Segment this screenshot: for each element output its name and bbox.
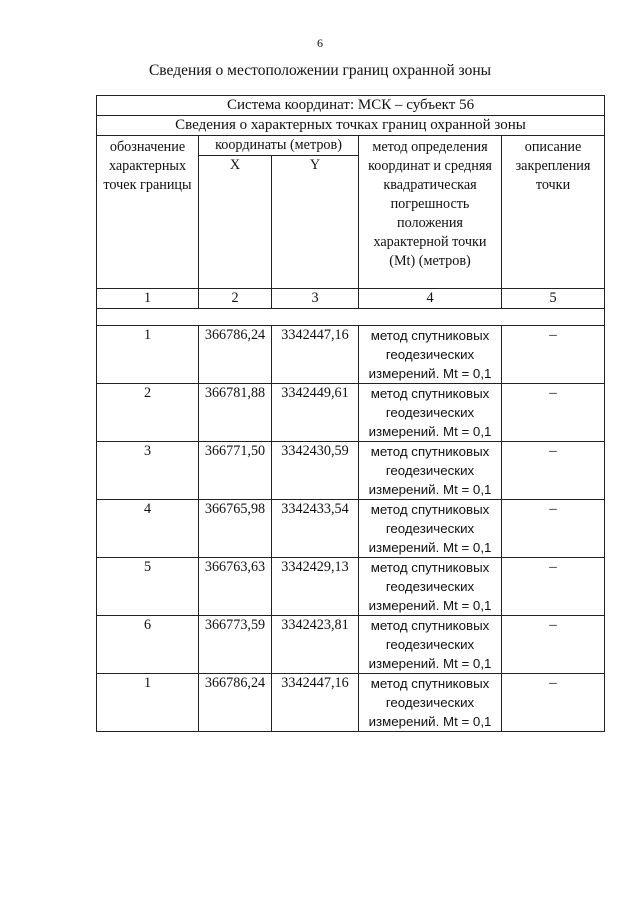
point-number-cell: 3: [97, 442, 199, 500]
column-number: 5: [502, 289, 605, 309]
method-line: геодезических: [385, 463, 475, 478]
y-coordinate-cell: 3342433,54: [272, 500, 359, 558]
y-coordinate-cell: 3342430,59: [272, 442, 359, 500]
table-row: [97, 558, 605, 616]
header-description: описание закрепления точки: [502, 136, 605, 289]
method-line: геодезических: [385, 579, 475, 594]
page-title: Сведения о местоположении границ охранной зоны: [148, 62, 492, 79]
description-cell: –: [502, 558, 605, 616]
method-line: метод спутниковых: [370, 560, 490, 575]
description-cell: –: [502, 616, 605, 674]
point-number-cell: 1: [97, 674, 199, 732]
point-number-cell: 5: [97, 558, 199, 616]
x-coordinate-cell: 366773,59: [199, 616, 272, 674]
page-number: 6: [317, 36, 323, 50]
header-coordinates: координаты (метров): [199, 136, 359, 156]
header-point-designation: обозначение характерных точек границы: [97, 136, 199, 289]
method-line: геодезических: [385, 347, 475, 362]
header-x: X: [199, 156, 272, 289]
method-cell: [359, 558, 502, 616]
method-line: метод спутниковых: [370, 676, 490, 691]
description-cell: –: [502, 500, 605, 558]
method-cell: [359, 326, 502, 384]
y-coordinate-cell: 3342447,16: [272, 326, 359, 384]
x-coordinate-cell: 366765,98: [199, 500, 272, 558]
method-line: метод спутниковых: [370, 386, 490, 401]
column-number: 4: [359, 289, 502, 309]
method-cell: [359, 674, 502, 732]
x-coordinate-cell: 366786,24: [199, 674, 272, 732]
method-line: измерений. Mt = 0,1: [368, 598, 492, 613]
blank-row: [97, 309, 605, 326]
table-row: [97, 384, 605, 442]
table-subtitle: Сведения о характерных точках границ охранной зоны: [97, 116, 605, 136]
coordinate-system-label: Система координат: МСК – субъект 56: [97, 96, 605, 116]
point-number-cell: 4: [97, 500, 199, 558]
coordinates-table: [96, 95, 605, 732]
method-cell: [359, 384, 502, 442]
point-number-cell: 1: [97, 326, 199, 384]
header-method: метод определения координат и средняя квадратическая погрешность положения характерной точки (Mt) (метров): [359, 136, 502, 289]
header-y: Y: [272, 156, 359, 289]
method-line: измерений. Mt = 0,1: [368, 714, 492, 729]
description-cell: –: [502, 442, 605, 500]
method-line: геодезических: [385, 521, 475, 536]
method-line: метод спутниковых: [370, 444, 490, 459]
y-coordinate-cell: 3342447,16: [272, 674, 359, 732]
method-cell: [359, 616, 502, 674]
table-row: [97, 674, 605, 732]
method-line: измерений. Mt = 0,1: [368, 540, 492, 555]
x-coordinate-cell: 366763,63: [199, 558, 272, 616]
method-line: метод спутниковых: [370, 328, 490, 343]
description-cell: –: [502, 384, 605, 442]
blank-cell: [97, 309, 605, 326]
column-number: 2: [199, 289, 272, 309]
description-cell: –: [502, 674, 605, 732]
method-line: геодезических: [385, 695, 475, 710]
point-number-cell: 2: [97, 384, 199, 442]
method-line: геодезических: [385, 405, 475, 420]
y-coordinate-cell: 3342423,81: [272, 616, 359, 674]
table-row: [97, 616, 605, 674]
x-coordinate-cell: 366781,88: [199, 384, 272, 442]
method-line: измерений. Mt = 0,1: [368, 424, 492, 439]
column-number: 3: [272, 289, 359, 309]
point-number-cell: 6: [97, 616, 199, 674]
table-row: [97, 500, 605, 558]
method-cell: [359, 500, 502, 558]
method-line: метод спутниковых: [370, 502, 490, 517]
method-cell: [359, 442, 502, 500]
x-coordinate-cell: 366771,50: [199, 442, 272, 500]
x-coordinate-cell: 366786,24: [199, 326, 272, 384]
method-line: измерений. Mt = 0,1: [368, 482, 492, 497]
table-row: [97, 326, 605, 384]
y-coordinate-cell: 3342449,61: [272, 384, 359, 442]
description-cell: –: [502, 326, 605, 384]
method-line: измерений. Mt = 0,1: [368, 366, 492, 381]
column-number: 1: [97, 289, 199, 309]
method-line: измерений. Mt = 0,1: [368, 656, 492, 671]
method-line: геодезических: [385, 637, 475, 652]
table-row: [97, 442, 605, 500]
y-coordinate-cell: 3342429,13: [272, 558, 359, 616]
method-line: метод спутниковых: [370, 618, 490, 633]
